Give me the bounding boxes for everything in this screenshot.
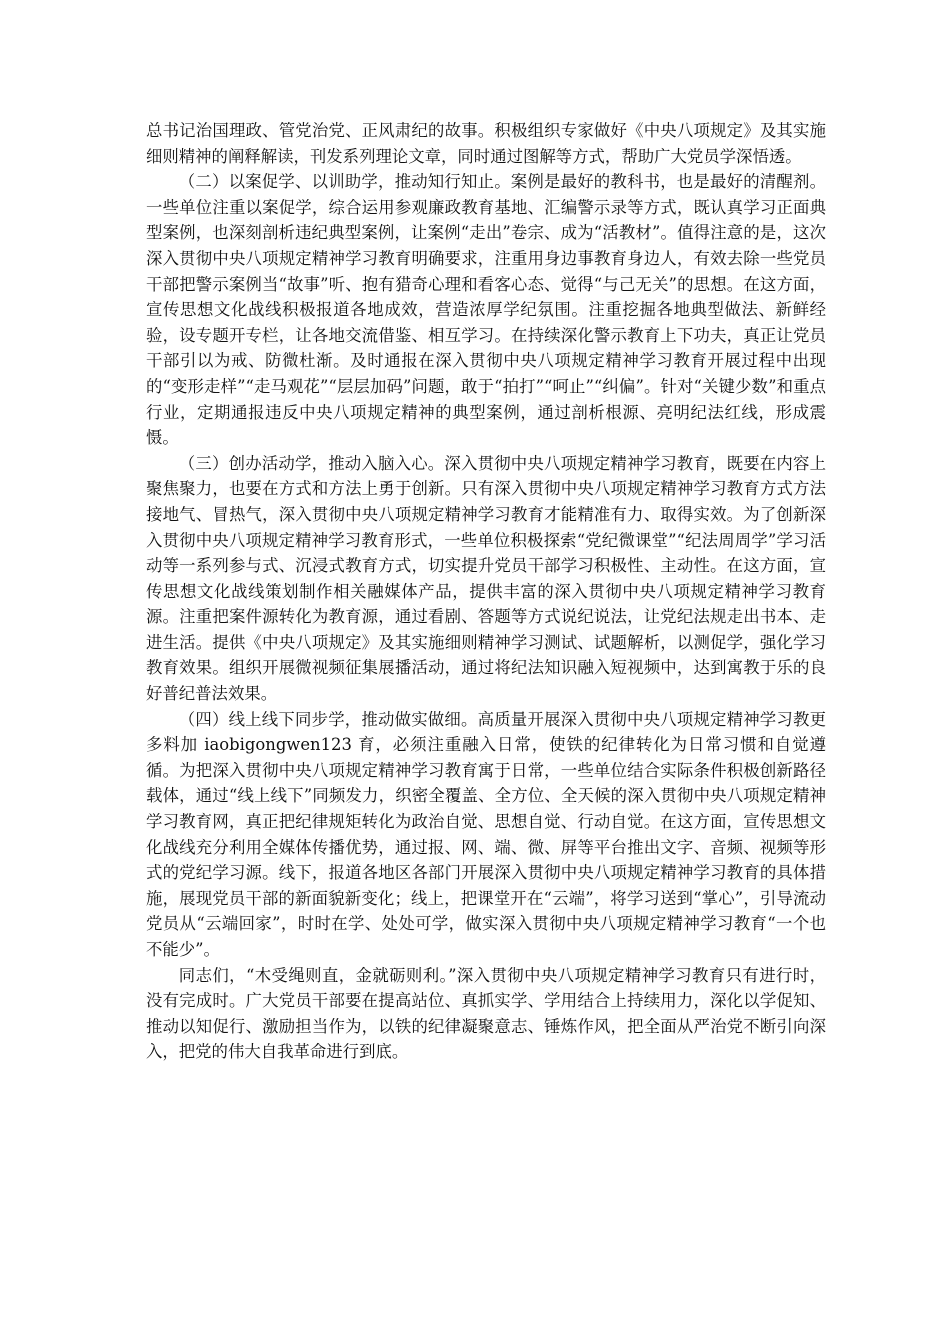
paragraph-continuation: 总书记治国理政、管党治党、正风肃纪的故事。积极组织专家做好《中央八项规定》及其实施细则精神的阐释解读，刊发系列理论文章，同时通过图解等方式，帮助广大党员学深悟透。	[146, 121, 826, 166]
document-body	[146, 118, 826, 1065]
paragraph-section-three: （三）创办活动学，推动入脑入心。深入贯彻中央八项规定精神学习教育，既要在内容上聚焦聚力，也要在方式和方法上勇于创新。只有深入贯彻中央八项规定精神学习教育方式方法接地气、冒热气，深入贯彻中央八项规定精神学习教育才能精准有力、取得实效。为了创新深入贯彻中央八项规定精神学习教育形式，一些单位积极探索“党纪微课堂”“纪法周周学”学习活动等一系列参与式、沉浸式教育方式，切实提升党员干部学习积极性、主动性。在这方面，宣传思想文化战线策划制作相关融媒体产品，提供丰富的深入贯彻中央八项规定精神学习教育源。注重把案件源转化为教育源，通过看剧、答题等方式说纪说法，让党纪法规走出书本、走进生活。提供《中央八项规定》及其实施细则精神学习测试、试题解析，以测促学，强化学习教育效果。组织开展微视频征集展播活动，通过将纪法知识融入短视频中，达到寓教于乐的良好普纪普法效果。	[146, 453, 826, 704]
paragraph-closing: 同志们，“木受绳则直，金就砺则利。”深入贯彻中央八项规定精神学习教育只有进行时，没有完成时。广大党员干部要在提高站位、真抓实学、学用结合上持续用力，深化以学促知、推动以知促行、激励担当作为，以铁的纪律凝聚意志、锤炼作风，把全面从严治党不断引向深入，把党的伟大自我革命进行到底。	[146, 965, 826, 1062]
paragraph-section-four: （四）线上线下同步学，推动做实做细。高质量开展深入贯彻中央八项规定精神学习教更多料加 iaobigongwen123 育，必须注重融入日常，使铁的纪律转化为日常习惯和自觉遵循。为把深入贯彻中央八项规定精神学习教育寓于日常，一些单位结合实际条件积极创新路径载体，通过“线上线下”同频发力，织密全覆盖、全方位、全天候的深入贯彻中央八项规定精神学习教育网，真正把纪律规矩转化为政治自觉、思想自觉、行动自觉。在这方面，宣传思想文化战线充分利用全媒体传播优势，通过报、网、端、微、屏等平台推出文字、音频、视频等形式的党纪学习源。线下，报道各地区各部门开展深入贯彻中央八项规定精神学习教育的具体措施，展现党员干部的新面貌新变化；线上，把课堂开在“云端”，将学习送到“掌心”，引导流动党员从“云端回家”，时时在学、处处可学，做实深入贯彻中央八项规定精神学习教育“一个也不能少”。	[146, 709, 826, 959]
paragraph-section-two: （二）以案促学、以训助学，推动知行知止。案例是最好的教科书，也是最好的清醒剂。一些单位注重以案促学，综合运用参观廉政教育基地、汇编警示录等方式，既认真学习正面典型案例，也深刻剖析违纪典型案例，让案例“走出”卷宗、成为“活教材”。值得注意的是，这次深入贯彻中央八项规定精神学习教育明确要求，注重用身边事教育身边人，有效去除一些党员干部把警示案例当“故事”听、抱有猎奇心理和看客心态、觉得“与己无关”的思想。在这方面，宣传思想文化战线积极报道各地成效，营造浓厚学纪氛围。注重挖掘各地典型做法、新鲜经验，设专题开专栏，让各地交流借鉴、相互学习。在持续深化警示教育上下功夫，真正让党员干部引以为戒、防微杜渐。及时通报在深入贯彻中央八项规定精神学习教育开展过程中出现的“变形走样”“走马观花”“层层加码”问题，敢于“拍打”“呵止”“纠偏”。针对“关键少数”和重点行业，定期通报违反中央八项规定精神的典型案例，通过剖析根源、亮明纪法红线，形成震慑。	[146, 172, 826, 448]
